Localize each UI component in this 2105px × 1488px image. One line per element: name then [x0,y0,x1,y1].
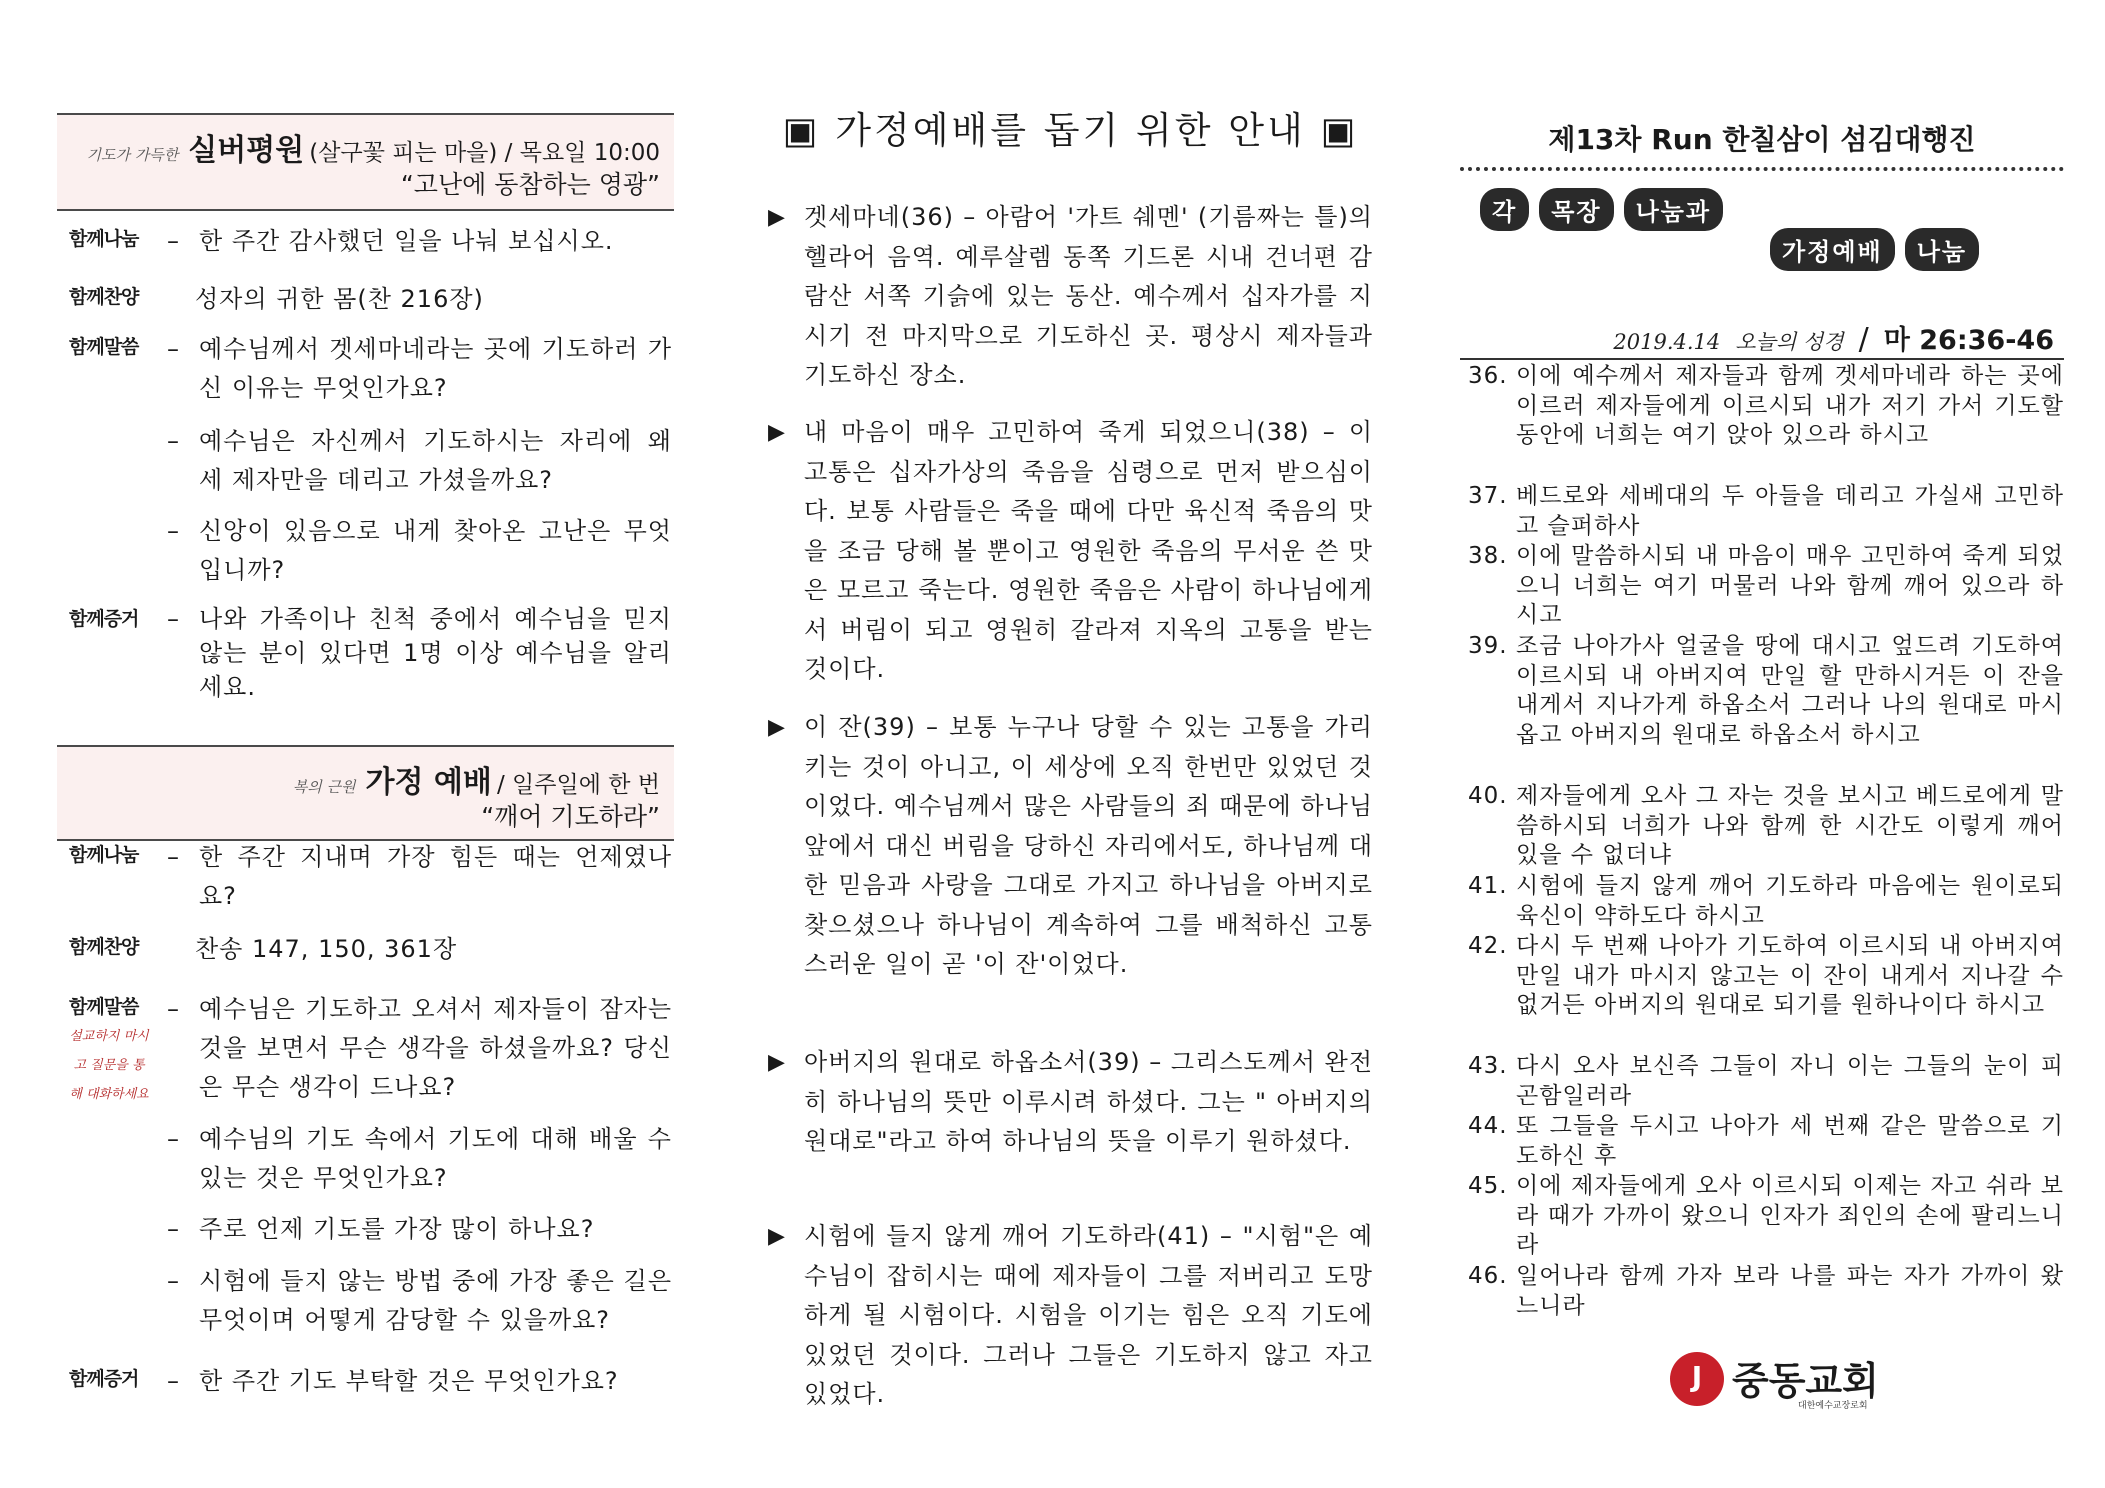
triangle-right-icon: ▶ [768,1224,786,1249]
guide-title: ▣ 가정예배를 돕기 위한 안내 ▣ [782,109,1359,152]
scripture-header [1613,318,2054,357]
church-logo [1670,1350,1910,1420]
verse: 42. 다시 두 번째 나아가 기도하여 이르시되 내 아버지여 만일 내가 마시지 않고는 이 잔이 내게서 지나갈 수 없거든 아버지의 원대로 되기를 원하나이다 하시고 [1468,933,2064,1018]
row-label: 함께나눔 [69,844,139,866]
guide-bullet: ▶ 내 마음이 매우 고민하여 죽게 되었으니(38) – 이 고통은 십자가상의 죽음을 심령으로 먼저 받으심이다. 보통 사람들은 죽을 때에 다만 육신적 죽음의 맛을 조금 당해 볼 뿐이고 영원한 죽음의 무서운 쓴 맛은 모르고 죽는다. 영원한 죽음은 사람이 하나님에게서 버림이 되고 영원히 갈라져 지옥의 고통을 받는 것이다. [768,413,1373,690]
list-item: – 한 주간 기도 부탁할 것은 무엇인가요? [167,1367,619,1395]
church-name: 중동교회 [1732,1359,1879,1403]
list-item: – 예수님의 기도 속에서 기도에 대해 배울 수 있는 것은 무엇인가요? [167,1125,672,1192]
list-item: – 예수님께서 겟세마네라는 곳에 기도하러 가신 이유는 무엇인가요? [167,335,672,402]
list-item: – 신앙이 있음으로 내게 찾아온 고난은 무엇입니까? [167,517,672,584]
row-label: 함께찬양 [69,936,139,958]
verse: 39. 조금 나아가사 얼굴을 땅에 대시고 엎드려 기도하여 이르시되 내 아버지여 만일 할 만하시거든 이 잔을 내게서 지나가게 하옵소서 그러나 나의 원대로 마시옵고 아버지의 원대로 하옵소서 하시고 [1468,633,2064,748]
triangle-right-icon: ▶ [768,715,786,740]
section1-prefix: 기도가 가득한 [86,146,179,164]
list-item: – 예수님은 자신께서 기도하시는 자리에 왜 세 제자만을 데리고 가셨을까요? [167,427,672,494]
row-label: 함께말씀 [69,996,139,1018]
verse: 37. 베드로와 세베대의 두 아들을 데리고 가실새 고민하고 슬퍼하사 [1468,483,2064,539]
triangle-right-icon: ▶ [768,205,786,230]
section1-banner [57,113,674,211]
guide-bullet: ▶ 아버지의 원대로 하옵소서(39) – 그리스도께서 완전히 하나님의 뜻만 이루시려 하셨다. 그는 " 아버지의 원대로"라고 하여 하나님의 뜻을 이루기 원하셨다. [768,1043,1373,1162]
list-item: – 시험에 들지 않는 방법 중에 가장 좋은 길은 무엇이며 어떻게 감당할 수 있을까요? [167,1267,672,1334]
verse: 44. 또 그들을 두시고 나아가 세 번째 같은 말씀으로 기도하신 후 [1468,1113,2064,1169]
section2-banner [57,745,674,841]
pill: 나눔과 [1624,188,1724,231]
campaign-title: 제13차 Run 한칠삼이 섬김대행진 [1548,123,1976,156]
dotted-divider [1460,167,2064,171]
pill: 각 [1480,188,1529,231]
list-item: – 예수님은 기도하고 오셔서 제자들이 잠자는 것을 보면서 무슨 생각을 하셨을까요? 당신은 무슨 생각이 드나요? [167,995,672,1101]
pill: 가정예배 [1770,228,1895,271]
list-item: – 주로 언제 기도를 가장 많이 하나요? [167,1215,595,1243]
scripture-reference: 마 26:36-46 [1883,325,2054,356]
section2-prefix: 복의 근원 [292,778,356,796]
section1-title: 실버평원 [188,133,305,168]
list-item: – 한 주간 감사했던 일을 나눠 보십시오. [167,227,614,255]
verse: 43. 다시 오사 보신즉 그들이 자니 이는 그들의 눈이 피곤함일러라 [1468,1053,2064,1109]
header-rule [1460,358,2064,360]
pill-row-1 [1480,188,2084,231]
list-item: 성자의 귀한 몸(찬 216장) [195,285,484,313]
verse: 41. 시험에 들지 않게 깨어 기도하라 마음에는 원이로되 육신이 약하도다 하시고 [1468,873,2064,929]
scripture-label: 오늘의 성경 [1735,330,1844,354]
section1-theme: “고난에 동참하는 영광” [400,170,660,199]
list-item: 찬송 147, 150, 361장 [195,935,458,963]
row-label: 함께증거 [69,608,139,630]
denomination: 대한예수교장로회 [1798,1401,1868,1411]
pill: 나눔 [1905,228,1979,271]
verse: 46. 일어나라 함께 가자 보라 나를 파는 자가 가까이 왔느니라 [1468,1263,2064,1319]
section2-title: 가정 예배 [365,765,492,800]
section1-subtitle: (살구꽃 피는 마을) / 목요일 10:00 [309,140,660,166]
pill: 목장 [1539,188,1613,231]
guide-bullet: ▶ 이 잔(39) – 보통 누구나 당할 수 있는 고통을 가리키는 것이 아니고, 이 세상에 오직 한번만 있었던 것이었다. 예수님께서 많은 사람들의 죄 때문에 하나님 앞에서 대신 버림을 당하신 자리에서도, 하나님께 대한 믿음과 사랑을 그대로 가지고 하나님을 아버지로 찾으셨으나 하나님이 계속하여 그를 배척하신 고통스러운 일이 곧 '이 잔'이었다. [768,708,1373,985]
separator: / [1858,322,1869,357]
list-item: – 나와 가족이나 친척 중에서 예수님을 믿지 않는 분이 있다면 1명 이상 예수님을 알리세요. [167,605,672,701]
row-label: 함께찬양 [69,286,139,308]
row-label: 함께증거 [69,1368,139,1390]
triangle-right-icon: ▶ [768,420,786,445]
section2-theme: “깨어 기도하라” [481,802,660,831]
row-label: 함께말씀 [69,336,139,358]
church-emblem-icon: J [1670,1352,1724,1406]
guide-bullet: ▶ 시험에 들지 않게 깨어 기도하라(41) – "시험"은 예수님이 잡히시는 때에 제자들이 그를 저버리고 도망하게 될 시험이다. 시험을 이기는 힘은 오직 기도에 있었던 것이다. 그러나 그들은 기도하지 않고 자고 있었다. [768,1217,1373,1415]
section2-subtitle: / 일주일에 한 번 [497,772,660,798]
guide-bullet: ▶ 겟세마네(36) – 아람어 '가트 쉐멘' (기름짜는 틀)의 헬라어 음역. 예루살렘 동쪽 기드론 시내 건너편 감람산 서쪽 기슭에 있는 동산. 예수께서 십자가를 지시기 전 마지막으로 기도하신 곳. 평상시 제자들과 기도하신 장소. [768,198,1373,396]
verse: 38. 이에 말씀하시되 내 마음이 매우 고민하여 죽게 되었으니 너희는 여기 머물러 나와 함께 깨어 있으라 하시고 [1468,543,2064,628]
row-label: 함께나눔 [69,228,139,250]
verse: 45. 이에 제자들에게 오사 이르시되 이제는 자고 쉬라 보라 때가 가까이 왔으니 인자가 죄인의 손에 팔리느니라 [1468,1173,2064,1258]
verse: 36. 이에 예수께서 제자들과 함께 겟세마네라 하는 곳에 이르러 제자들에게 이르시되 내가 저기 가서 기도할 동안에 너희는 여기 앉아 있으라 하시고 [1468,363,2064,448]
facilitator-note: 설교하지 마시고 질문을 통해 대화하세요 [69,1029,149,1102]
verse: 40. 제자들에게 오사 그 자는 것을 보시고 베드로에게 말씀하시되 너희가 나와 함께 한 시간도 이렇게 깨어 있을 수 없더냐 [1468,783,2064,868]
date: 2019.4.14 [1613,330,1721,354]
list-item: – 한 주간 지내며 가장 힘든 때는 언제였나요? [167,843,672,910]
triangle-right-icon: ▶ [768,1050,786,1075]
pill-row-2 [1770,228,2064,271]
